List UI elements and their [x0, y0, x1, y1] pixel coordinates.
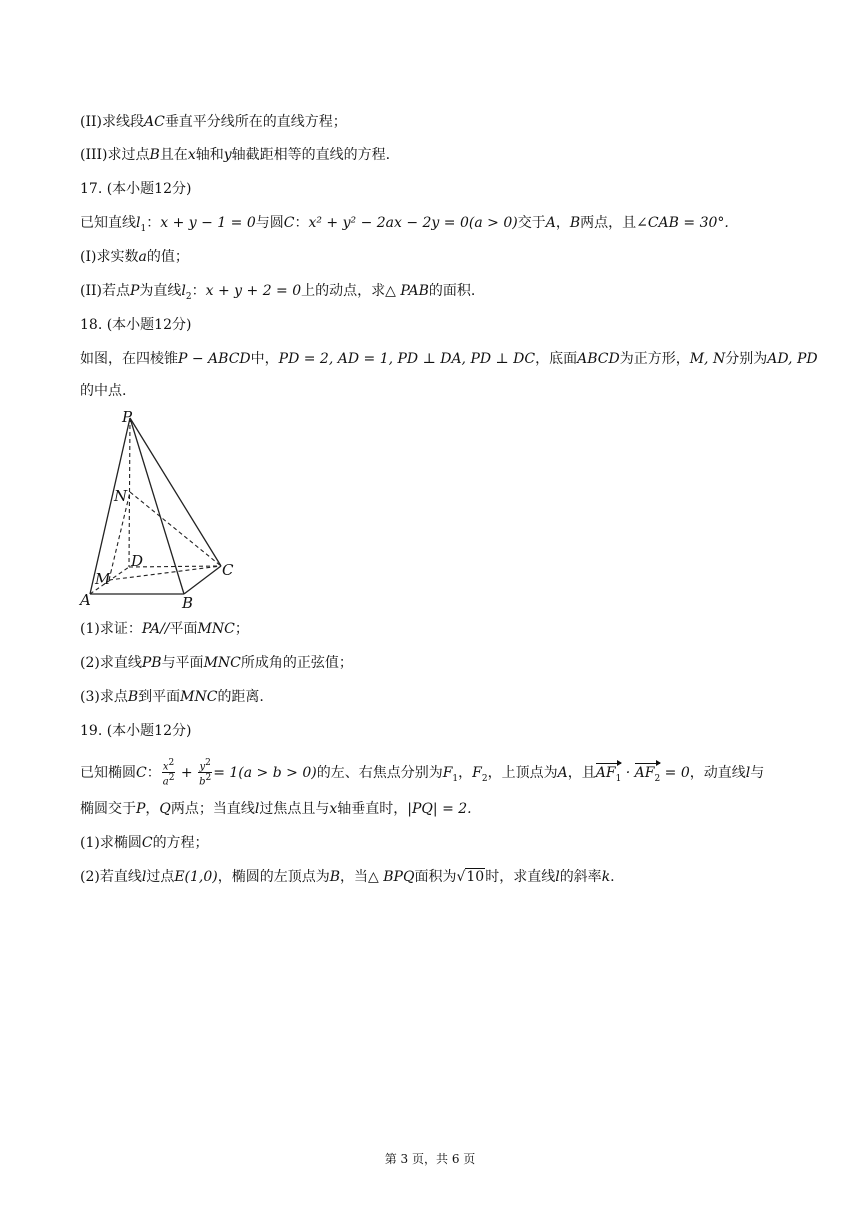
- edge-MN: [109, 492, 130, 580]
- q18-statement-cont: 的中点.: [80, 383, 127, 399]
- q18-statement: 如图，在四棱锥P − ABCD中，PD = 2, AD = 1, PD ⊥ DA, PD ⊥ DC，底面ABCD为正方形，M, N分别为AD, PD: [80, 351, 818, 367]
- q19-part2: (2)若直线l过点E(1,0)，椭圆的左顶点为B，当△ BPQ面积为√10时，求直线l的斜率k.: [80, 869, 615, 885]
- q19-heading: 19. (本小题12分): [80, 723, 192, 739]
- label-D: D: [131, 552, 144, 570]
- q19-part1: (1)求椭圆C的方程；: [80, 835, 209, 851]
- edge-NC: [130, 492, 221, 566]
- edge-PC: [130, 418, 221, 566]
- label-P: P: [122, 408, 133, 426]
- q18-part3: (3)求点B到平面MNC的距离.: [80, 689, 264, 705]
- q19-statement-cont: 椭圆交于P，Q两点；当直线l过焦点且与x轴垂直时，|PQ| = 2.: [80, 801, 472, 817]
- label-A: A: [80, 591, 91, 609]
- q17-heading: 17. (本小题12分): [80, 181, 192, 197]
- q19-statement: 已知椭圆C： $\frac{x^2}{a^2}$ + $\frac{y^2}{b^2}$ = 1(a > b > 0)的左、右焦点分别为$F_1$，$F_2$，上顶点为A，且$AF_1 \cdot AF_2 = 0$，动直线l与: [80, 758, 765, 788]
- page-footer: 第 3 页，共 6 页: [384, 1152, 476, 1166]
- pyramid-figure: [78, 404, 248, 614]
- edge-BC: [184, 566, 221, 594]
- q18-part2: (2)求直线PB与平面MNC所成角的正弦值；: [80, 655, 353, 671]
- label-B: B: [182, 594, 194, 612]
- q16-part3: (III)求过点B且在x轴和y轴截距相等的直线的方程.: [80, 147, 391, 163]
- q17-part2: (II)若点P为直线$l_2$：x + y + 2 = 0上的动点，求△ PAB的面积.: [80, 283, 476, 302]
- edge-PA: [90, 418, 130, 594]
- q18-heading: 18. (本小题12分): [80, 317, 192, 333]
- label-M: M: [95, 570, 111, 588]
- q18-part1: (1)求证：PA//平面MNC；: [80, 621, 249, 637]
- label-C: C: [222, 561, 234, 579]
- label-N: N: [114, 487, 128, 505]
- q17-part1: (I)求实数a的值；: [80, 249, 189, 265]
- q16-part2: (II)求线段AC垂直平分线所在的直线方程；: [80, 114, 347, 130]
- q17-statement: 已知直线$l_1$：x + y − 1 = 0与圆C：x² + y² − 2ax − 2y = 0(a > 0)交于A，B两点，且∠CAB = 30°.: [80, 215, 729, 234]
